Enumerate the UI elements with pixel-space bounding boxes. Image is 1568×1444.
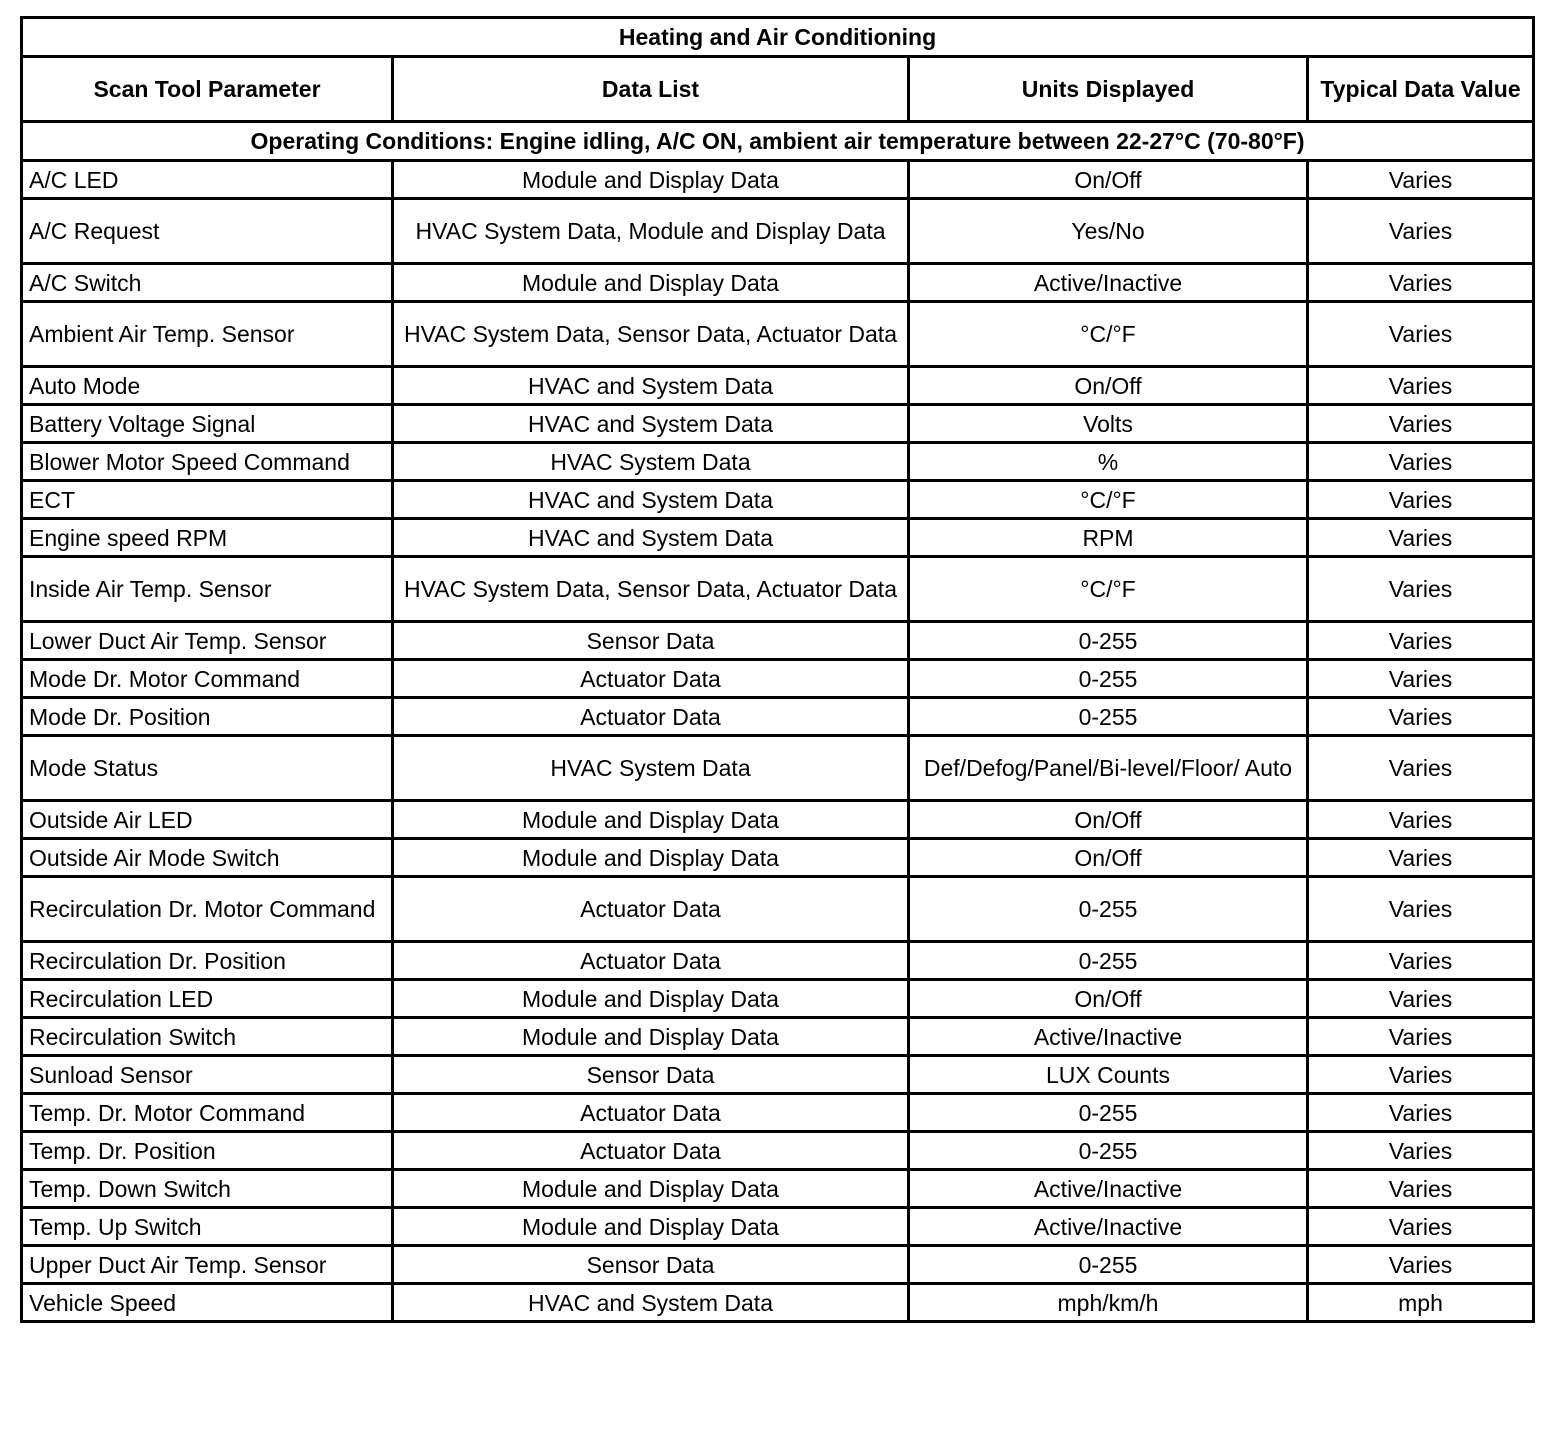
cell-parameter: Auto Mode	[22, 367, 393, 405]
cell-units: Active/Inactive	[909, 264, 1308, 302]
table-row	[22, 980, 1534, 1018]
cell-typical-value: mph	[1308, 1284, 1534, 1322]
cell-data-list: Actuator Data	[393, 698, 909, 736]
cell-typical-value: Varies	[1308, 698, 1534, 736]
operating-conditions-row	[22, 122, 1534, 161]
cell-data-list: Module and Display Data	[393, 980, 909, 1018]
cell-units: 0-255	[909, 1246, 1308, 1284]
cell-typical-value: Varies	[1308, 1170, 1534, 1208]
cell-data-list: Module and Display Data	[393, 1018, 909, 1056]
cell-data-list: HVAC System Data	[393, 736, 909, 801]
cell-parameter: Outside Air Mode Switch	[22, 839, 393, 877]
cell-typical-value: Varies	[1308, 736, 1534, 801]
cell-parameter: Recirculation Dr. Position	[22, 942, 393, 980]
cell-units: Active/Inactive	[909, 1208, 1308, 1246]
cell-typical-value: Varies	[1308, 1094, 1534, 1132]
cell-data-list: Actuator Data	[393, 1132, 909, 1170]
cell-data-list: HVAC System Data, Sensor Data, Actuator Data	[393, 302, 909, 367]
table-row	[22, 1018, 1534, 1056]
table-row	[22, 622, 1534, 660]
table-row	[22, 736, 1534, 801]
table-row	[22, 698, 1534, 736]
cell-units: LUX Counts	[909, 1056, 1308, 1094]
cell-typical-value: Varies	[1308, 942, 1534, 980]
table-row	[22, 877, 1534, 942]
table-header-row	[22, 57, 1534, 122]
cell-units: Def/Defog/Panel/Bi-level/Floor/ Auto	[909, 736, 1308, 801]
cell-parameter: Mode Dr. Position	[22, 698, 393, 736]
table-row	[22, 199, 1534, 264]
table-row	[22, 660, 1534, 698]
cell-parameter: Blower Motor Speed Command	[22, 443, 393, 481]
cell-data-list: Actuator Data	[393, 1094, 909, 1132]
cell-data-list: Sensor Data	[393, 622, 909, 660]
table-row	[22, 942, 1534, 980]
cell-data-list: Actuator Data	[393, 942, 909, 980]
cell-units: 0-255	[909, 877, 1308, 942]
table-body	[22, 161, 1534, 1322]
cell-parameter: Temp. Up Switch	[22, 1208, 393, 1246]
cell-parameter: Recirculation Dr. Motor Command	[22, 877, 393, 942]
table-row	[22, 443, 1534, 481]
cell-parameter: Recirculation Switch	[22, 1018, 393, 1056]
table-row	[22, 1246, 1534, 1284]
cell-units: %	[909, 443, 1308, 481]
cell-parameter: Lower Duct Air Temp. Sensor	[22, 622, 393, 660]
table-row	[22, 161, 1534, 199]
header-units-displayed: Units Displayed	[909, 57, 1308, 122]
cell-data-list: Module and Display Data	[393, 264, 909, 302]
cell-units: On/Off	[909, 161, 1308, 199]
cell-typical-value: Varies	[1308, 801, 1534, 839]
header-typical-data-value: Typical Data Value	[1308, 57, 1534, 122]
cell-data-list: HVAC and System Data	[393, 405, 909, 443]
cell-parameter: A/C LED	[22, 161, 393, 199]
table-title: Heating and Air Conditioning	[22, 18, 1534, 57]
table-row	[22, 1094, 1534, 1132]
cell-parameter: Upper Duct Air Temp. Sensor	[22, 1246, 393, 1284]
cell-parameter: Temp. Down Switch	[22, 1170, 393, 1208]
cell-typical-value: Varies	[1308, 1018, 1534, 1056]
cell-units: RPM	[909, 519, 1308, 557]
table-title-row	[22, 18, 1534, 57]
cell-data-list: Module and Display Data	[393, 801, 909, 839]
table-row	[22, 367, 1534, 405]
cell-parameter: Temp. Dr. Motor Command	[22, 1094, 393, 1132]
cell-units: Active/Inactive	[909, 1018, 1308, 1056]
operating-conditions: Operating Conditions: Engine idling, A/C ON, ambient air temperature between 22-27°C (70-80°F)	[22, 122, 1534, 161]
table-row	[22, 1132, 1534, 1170]
cell-typical-value: Varies	[1308, 980, 1534, 1018]
header-scan-tool-parameter: Scan Tool Parameter	[22, 57, 393, 122]
cell-typical-value: Varies	[1308, 1246, 1534, 1284]
hvac-data-table	[20, 16, 1535, 1323]
cell-typical-value: Varies	[1308, 367, 1534, 405]
cell-data-list: Module and Display Data	[393, 839, 909, 877]
cell-typical-value: Varies	[1308, 839, 1534, 877]
cell-typical-value: Varies	[1308, 877, 1534, 942]
cell-typical-value: Varies	[1308, 443, 1534, 481]
cell-data-list: HVAC and System Data	[393, 367, 909, 405]
cell-units: Yes/No	[909, 199, 1308, 264]
cell-units: On/Off	[909, 367, 1308, 405]
cell-units: 0-255	[909, 1132, 1308, 1170]
cell-typical-value: Varies	[1308, 264, 1534, 302]
cell-typical-value: Varies	[1308, 1132, 1534, 1170]
cell-parameter: Engine speed RPM	[22, 519, 393, 557]
cell-parameter: Recirculation LED	[22, 980, 393, 1018]
cell-data-list: Module and Display Data	[393, 1170, 909, 1208]
cell-typical-value: Varies	[1308, 1208, 1534, 1246]
cell-data-list: HVAC and System Data	[393, 1284, 909, 1322]
cell-data-list: Actuator Data	[393, 877, 909, 942]
table-row	[22, 1284, 1534, 1322]
cell-typical-value: Varies	[1308, 660, 1534, 698]
cell-units: On/Off	[909, 801, 1308, 839]
cell-parameter: Ambient Air Temp. Sensor	[22, 302, 393, 367]
table-row	[22, 264, 1534, 302]
cell-units: 0-255	[909, 622, 1308, 660]
cell-units: °C/°F	[909, 557, 1308, 622]
table-row	[22, 405, 1534, 443]
cell-units: On/Off	[909, 980, 1308, 1018]
table-row	[22, 1208, 1534, 1246]
cell-parameter: Mode Status	[22, 736, 393, 801]
cell-units: 0-255	[909, 698, 1308, 736]
cell-data-list: Module and Display Data	[393, 161, 909, 199]
cell-data-list: Module and Display Data	[393, 1208, 909, 1246]
cell-typical-value: Varies	[1308, 199, 1534, 264]
cell-typical-value: Varies	[1308, 481, 1534, 519]
cell-parameter: A/C Request	[22, 199, 393, 264]
cell-parameter: Sunload Sensor	[22, 1056, 393, 1094]
cell-parameter: ECT	[22, 481, 393, 519]
cell-parameter: Mode Dr. Motor Command	[22, 660, 393, 698]
cell-units: mph/km/h	[909, 1284, 1308, 1322]
cell-units: Volts	[909, 405, 1308, 443]
table-row	[22, 801, 1534, 839]
cell-data-list: HVAC System Data, Module and Display Data	[393, 199, 909, 264]
cell-parameter: Temp. Dr. Position	[22, 1132, 393, 1170]
table-row	[22, 519, 1534, 557]
cell-units: 0-255	[909, 1094, 1308, 1132]
table-row	[22, 839, 1534, 877]
table-row	[22, 481, 1534, 519]
cell-data-list: Actuator Data	[393, 660, 909, 698]
cell-typical-value: Varies	[1308, 622, 1534, 660]
cell-parameter: Inside Air Temp. Sensor	[22, 557, 393, 622]
cell-units: 0-255	[909, 942, 1308, 980]
cell-units: 0-255	[909, 660, 1308, 698]
cell-data-list: HVAC System Data, Sensor Data, Actuator Data	[393, 557, 909, 622]
table-row	[22, 1056, 1534, 1094]
cell-units: °C/°F	[909, 302, 1308, 367]
cell-units: Active/Inactive	[909, 1170, 1308, 1208]
cell-parameter: Vehicle Speed	[22, 1284, 393, 1322]
table-row	[22, 557, 1534, 622]
cell-typical-value: Varies	[1308, 1056, 1534, 1094]
cell-typical-value: Varies	[1308, 161, 1534, 199]
cell-typical-value: Varies	[1308, 405, 1534, 443]
cell-parameter: Battery Voltage Signal	[22, 405, 393, 443]
table-row	[22, 302, 1534, 367]
cell-typical-value: Varies	[1308, 557, 1534, 622]
cell-data-list: HVAC System Data	[393, 443, 909, 481]
cell-typical-value: Varies	[1308, 519, 1534, 557]
cell-data-list: HVAC and System Data	[393, 481, 909, 519]
header-data-list: Data List	[393, 57, 909, 122]
table-row	[22, 1170, 1534, 1208]
cell-parameter: A/C Switch	[22, 264, 393, 302]
cell-parameter: Outside Air LED	[22, 801, 393, 839]
cell-data-list: HVAC and System Data	[393, 519, 909, 557]
cell-typical-value: Varies	[1308, 302, 1534, 367]
cell-units: °C/°F	[909, 481, 1308, 519]
cell-units: On/Off	[909, 839, 1308, 877]
cell-data-list: Sensor Data	[393, 1246, 909, 1284]
cell-data-list: Sensor Data	[393, 1056, 909, 1094]
